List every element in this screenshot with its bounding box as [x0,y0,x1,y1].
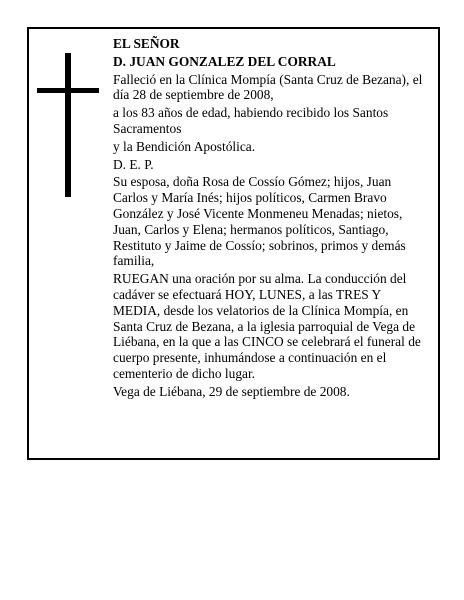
funeral-details: RUEGAN una oración por su alma. La conducción del cadáver se efectuará HOY, LUNES, a las TRES Y MEDIA, desde los velatorios de la Clínica Mompía, en Santa Cruz de Bezana, a la iglesia parroquial de Vega de Liébana, en la que a las CINCO se celebrará el funeral de cuerpo presente, inhumándose a continuación en el cementerio de dicho lugar. [113,271,421,381]
place-date: Vega de Liébana, 29 de septiembre de 2008. [113,383,350,399]
family-list: Su esposa, doña Rosa de Cossío Gómez; hijos, Juan Carlos y María Inés; hijos políticos, Carmen Bravo González y José Vicente Monmeneu Menadas; nietos, Juan, Carlos y Elena; hermanos políticos, Santiago, Restituto y Jaime de Cossío; sobrinos, primos y demás familia, [113,174,406,269]
obituary-text [113,36,425,402]
cross-icon [65,53,71,197]
blessing-statement: y la Bendición Apostólica. [113,138,256,154]
death-statement: Falleció en la Clínica Mompía (Santa Cruz de Bezana), el día 28 de septiembre de 2008, [113,71,423,103]
title-line-1: EL SEÑOR [113,36,180,51]
rip-line: D. E. P. [113,156,154,172]
age-statement: a los 83 años de edad, habiendo recibido los Santos Sacramentos [113,105,389,136]
deceased-name: D. JUAN GONZALEZ DEL CORRAL [113,53,336,69]
cross-icon-crossbar [37,88,99,93]
